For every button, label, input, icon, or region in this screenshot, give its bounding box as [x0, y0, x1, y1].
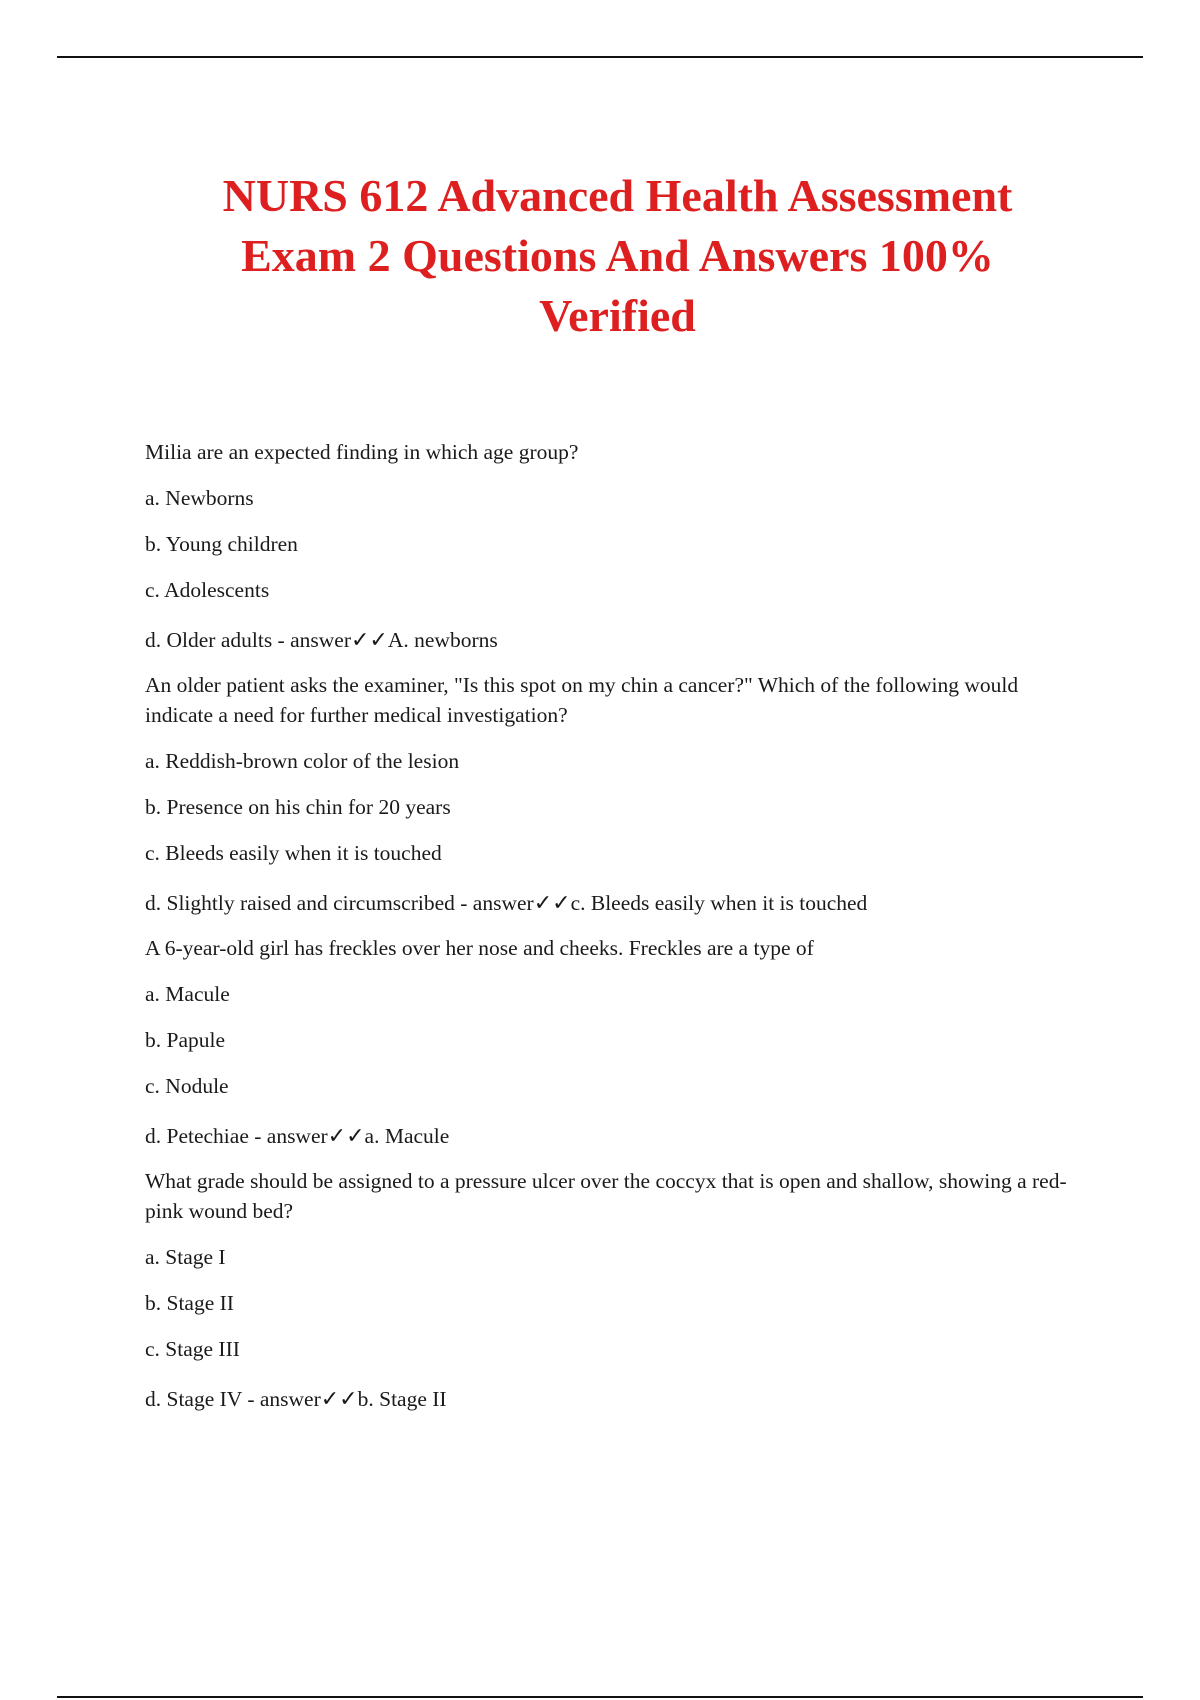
bottom-rule — [57, 1696, 1143, 1698]
question-block-4 — [145, 1166, 1075, 1415]
answer-text: b. Stage II — [357, 1387, 447, 1411]
question-text: What grade should be assigned to a pressure ulcer over the coccyx that is open and shallow, showing a red-pink wound bed? — [145, 1169, 1067, 1223]
question-block-3 — [145, 933, 1075, 1152]
option-c: c. Bleeds easily when it is touched — [145, 841, 442, 865]
option-d: d. Petechiae - answer — [145, 1124, 328, 1148]
document-title — [120, 166, 1115, 346]
option-d: d. Stage IV - answer — [145, 1387, 321, 1411]
option-d-with-answer — [145, 888, 1075, 919]
question-text: An older patient asks the examiner, "Is this spot on my chin a cancer?" Which of the following would indicate a need for further medical investigation? — [145, 673, 1019, 727]
title-line-1: NURS 612 Advanced Health Assessment — [222, 170, 1013, 221]
answer-text: a. Macule — [364, 1124, 450, 1148]
questions-list — [145, 437, 1075, 1429]
option-d-with-answer — [145, 1121, 1075, 1152]
option-d-with-answer — [145, 1384, 1075, 1415]
check-icon: ✓✓ — [533, 891, 571, 916]
title-line-3: Verified — [539, 290, 696, 341]
question-text: A 6-year-old girl has freckles over her nose and cheeks. Freckles are a type of — [145, 936, 814, 960]
option-d: d. Slightly raised and circumscribed - answer — [145, 891, 534, 915]
option-a: a. Reddish-brown color of the lesion — [145, 749, 460, 773]
check-icon: ✓✓ — [350, 628, 388, 653]
option-b: b. Papule — [145, 1028, 226, 1052]
answer-text: c. Bleeds easily when it is touched — [570, 891, 868, 915]
check-icon: ✓✓ — [327, 1124, 365, 1149]
option-b: b. Stage II — [145, 1291, 234, 1315]
option-a: a. Newborns — [145, 486, 254, 510]
question-block-2 — [145, 670, 1075, 919]
check-icon: ✓✓ — [320, 1387, 358, 1412]
question-block-1 — [145, 437, 1075, 656]
option-a: a. Stage I — [145, 1245, 226, 1269]
option-d: d. Older adults - answer — [145, 628, 351, 652]
question-text: Milia are an expected finding in which age group? — [145, 440, 579, 464]
top-rule — [57, 56, 1143, 58]
title-line-2: Exam 2 Questions And Answers 100% — [241, 230, 994, 281]
option-b: b. Young children — [145, 532, 298, 556]
option-c: c. Stage III — [145, 1337, 240, 1361]
option-b: b. Presence on his chin for 20 years — [145, 795, 451, 819]
option-c: c. Nodule — [145, 1074, 229, 1098]
option-d-with-answer — [145, 625, 1075, 656]
answer-text: A. newborns — [387, 628, 498, 652]
option-a: a. Macule — [145, 982, 230, 1006]
option-c: c. Adolescents — [145, 578, 270, 602]
